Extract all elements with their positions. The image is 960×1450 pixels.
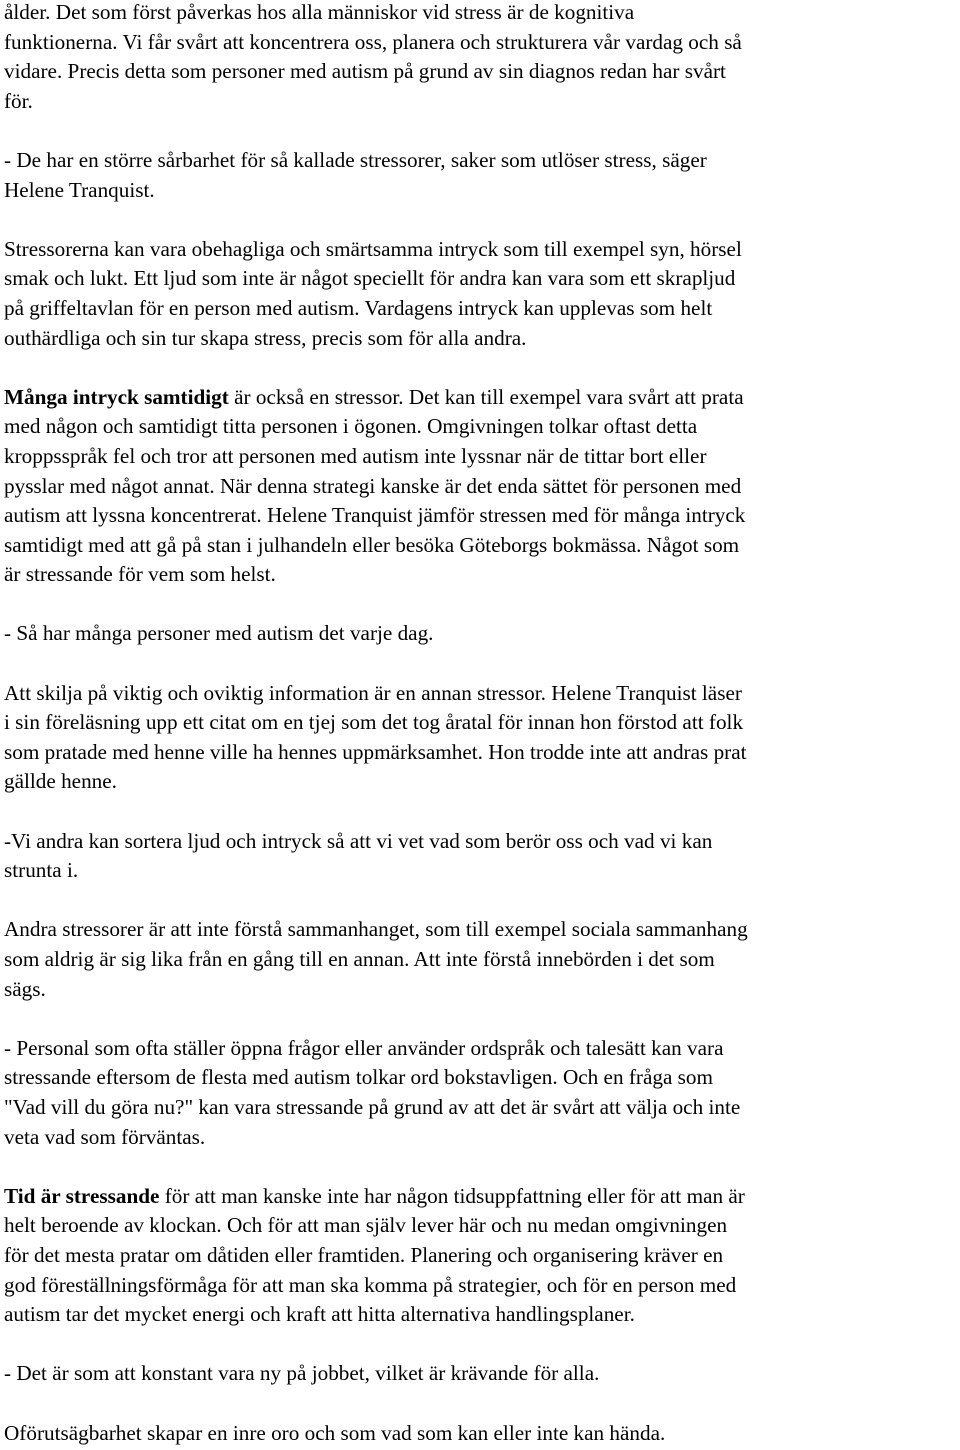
text-line <box>4 28 960 58</box>
text-segment: helt beroende av klockan. Och för att man själv lever här och nu medan omgivningen <box>4 1213 728 1238</box>
document-body <box>4 0 960 1448</box>
text-segment: Helene Tranquist. <box>4 177 155 202</box>
text-segment: gällde henne. <box>4 769 117 794</box>
text-segment: sägs. <box>4 976 46 1001</box>
text-line <box>4 57 960 87</box>
paragraph <box>4 1182 960 1330</box>
text-line <box>4 1271 960 1301</box>
text-line <box>4 1241 960 1271</box>
text-line <box>4 442 960 472</box>
text-line <box>4 679 960 709</box>
text-line <box>4 294 960 324</box>
paragraph <box>4 1034 960 1152</box>
text-line <box>4 945 960 975</box>
text-segment: Att skilja på viktig och oviktig information är en annan stressor. Helene Tranquist läser <box>4 680 742 705</box>
text-line <box>4 176 960 206</box>
paragraph-gap <box>4 353 960 383</box>
paragraph <box>4 383 960 590</box>
paragraph-gap <box>4 205 960 235</box>
paragraph <box>4 915 960 1004</box>
text-line <box>4 856 960 886</box>
text-segment: med någon och samtidigt titta personen i ögonen. Omgivningen tolkar oftast detta <box>4 414 698 439</box>
text-line <box>4 501 960 531</box>
text-line <box>4 1123 960 1153</box>
text-line <box>4 235 960 265</box>
text-line <box>4 1093 960 1123</box>
paragraph-gap <box>4 1004 960 1034</box>
text-line <box>4 87 960 117</box>
paragraph-gap <box>4 590 960 620</box>
text-line <box>4 0 960 28</box>
text-line <box>4 1182 960 1212</box>
text-segment: autism att lyssna koncentrerat. Helene Tranquist jämför stressen med för många intryck <box>4 503 746 528</box>
text-line <box>4 1034 960 1064</box>
text-segment: som aldrig är sig lika från en gång till en annan. Att inte förstå innebörden i det som <box>4 947 715 971</box>
paragraph-gap <box>4 649 960 679</box>
paragraph <box>4 827 960 886</box>
text-segment: som pratade med henne ville ha hennes uppmärksamhet. Hon trodde inte att andras prat <box>4 739 747 764</box>
text-line <box>4 324 960 354</box>
text-segment: ålder. Det som först påverkas hos alla människor vid stress är de kognitiva <box>4 0 635 24</box>
text-segment: funktionerna. Vi får svårt att koncentrera oss, planera och strukturera vår vardag och så <box>4 29 742 54</box>
paragraph <box>4 679 960 797</box>
paragraph-gap <box>4 1152 960 1182</box>
paragraph <box>4 1359 960 1389</box>
text-segment: strunta i. <box>4 858 79 883</box>
text-segment: - De har en större sårbarhet för så kallade stressorer, saker som utlöser stress, säger <box>4 147 707 172</box>
text-segment: Andra stressorer är att inte förstå sammanhanget, som till exempel sociala sammanhang <box>4 917 748 942</box>
paragraph-gap <box>4 886 960 916</box>
text-segment: smak och lukt. Ett ljud som inte är något speciellt för andra kan vara som ett skrapljud <box>4 266 736 291</box>
text-line <box>4 915 960 945</box>
text-segment: Oförutsägbarhet skapar en inre oro och som vad som kan eller inte kan hända. <box>4 1420 666 1445</box>
text-segment: för det mesta pratar om dåtiden eller framtiden. Planering och organisering kräver en <box>4 1242 724 1267</box>
paragraph-gap <box>4 797 960 827</box>
text-segment: Stressorerna kan vara obehagliga och smärtsamma intryck som till exempel syn, hörsel <box>4 236 742 261</box>
text-segment: för. <box>4 88 33 113</box>
text-line <box>4 1211 960 1241</box>
text-segment: "Vad vill du göra nu?" kan vara stressande på grund av att det är svårt att välja och inte <box>4 1094 741 1119</box>
paragraph-gap <box>4 1330 960 1360</box>
text-segment: outhärdliga och sin tur skapa stress, precis som för alla andra. <box>4 325 527 350</box>
text-segment: samtidigt med att gå på stan i julhandeln eller besöka Göteborgs bokmässa. Något som <box>4 532 740 557</box>
text-line <box>4 767 960 797</box>
text-segment: är stressande för vem som helst. <box>4 562 276 587</box>
text-segment: god föreställningsförmåga för att man ska komma på strategier, och för en person med <box>4 1272 737 1297</box>
text-line <box>4 146 960 176</box>
text-line <box>4 1419 960 1449</box>
text-segment: - Det är som att konstant vara ny på jobbet, vilket är krävande för alla. <box>4 1361 600 1386</box>
text-line <box>4 412 960 442</box>
paragraph-gap <box>4 116 960 146</box>
text-line <box>4 619 960 649</box>
paragraph <box>4 235 960 353</box>
text-segment: - Personal som ofta ställer öppna frågor eller använder ordspråk och talesätt kan vara <box>4 1035 724 1060</box>
text-line <box>4 1300 960 1330</box>
text-segment: kroppsspråk fel och tror att personen med autism inte lyssnar när de tittar bort eller <box>4 443 707 468</box>
text-line <box>4 383 960 413</box>
text-line <box>4 472 960 502</box>
paragraph <box>4 1419 960 1449</box>
text-segment: stressande eftersom de flesta med autism tolkar ord bokstavligen. Och en fråga som <box>4 1065 713 1090</box>
text-line <box>4 827 960 857</box>
paragraph <box>4 619 960 649</box>
text-segment: - Så har många personer med autism det varje dag. <box>4 621 434 646</box>
paragraph-gap <box>4 1389 960 1419</box>
text-line <box>4 975 960 1005</box>
text-line <box>4 531 960 561</box>
text-line <box>4 1063 960 1093</box>
text-line <box>4 708 960 738</box>
text-segment: -Vi andra kan sortera ljud och intryck så att vi vet vad som berör oss och vad vi kan <box>4 828 713 853</box>
text-line <box>4 1359 960 1389</box>
text-segment: är också en stressor. Det kan till exempel vara svårt att prata <box>228 384 744 409</box>
paragraph <box>4 0 960 116</box>
bold-phrase: Tid är stressande <box>4 1183 160 1208</box>
text-line <box>4 264 960 294</box>
text-segment: vidare. Precis detta som personer med autism på grund av sin diagnos redan har svårt <box>4 59 726 84</box>
paragraph <box>4 146 960 205</box>
text-line <box>4 738 960 768</box>
text-line <box>4 560 960 590</box>
text-segment: i sin föreläsning upp ett citat om en tjej som det tog åratal för innan hon förstod att folk <box>4 710 744 735</box>
text-segment: veta vad som förväntas. <box>4 1124 206 1149</box>
text-segment: pysslar med något annat. När denna strategi kanske är det enda sättet för personen med <box>4 473 742 498</box>
text-segment: på griffeltavlan för en person med autism. Vardagens intryck kan upplevas som helt <box>4 295 713 320</box>
bold-phrase: Många intryck samtidigt <box>4 384 229 409</box>
text-segment: autism tar det mycket energi och kraft att hitta alternativa handlingsplaner. <box>4 1302 635 1327</box>
text-segment: för att man kanske inte har någon tidsuppfattning eller för att man är <box>159 1183 745 1208</box>
